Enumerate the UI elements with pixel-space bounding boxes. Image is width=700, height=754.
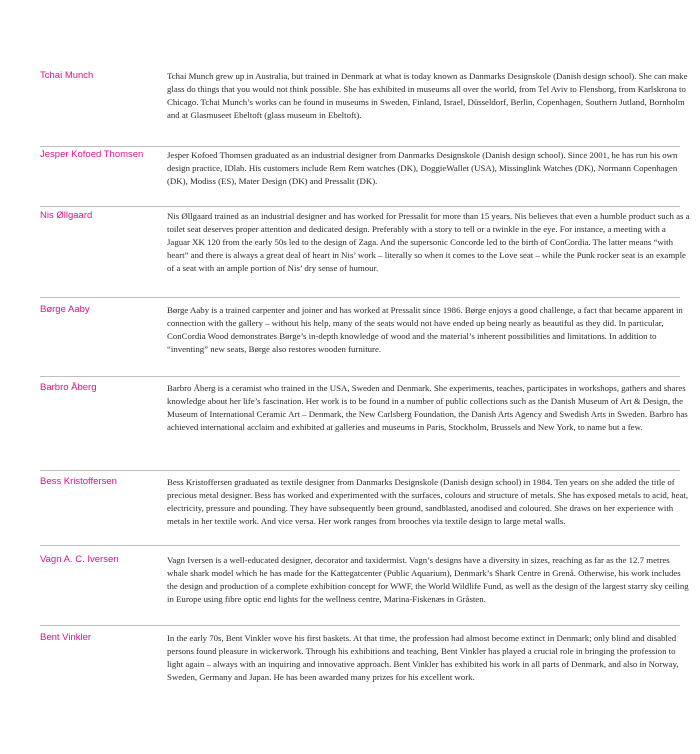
- designer-bio: Vagn Iversen is a well-educated designer, decorator and taxidermist. Vagn’s designs have a diversity in sizes, reaching as far as the 12.7 metres whale shark model which he has made for the Kattegatcenter (Public Aquarium), Denmark’s Shark Centre in Grenå. Otherwise, his work includes the design and production of a complete exhibition concept for WWF, the World Wildlife Fund, as well as the design of the largest starry sky ceiling in Europe using fibre optic end lights for the wellness centre, Marina-Fiskenæs in Gråsten.: [167, 555, 689, 604]
- designer-bio: Jesper Kofoed Thomsen graduated as an industrial designer from Danmarks Designskole (Danish design school). Since 2001, he has run his own design practice, IDlab. His customers include Rem Rem watches (DK), DoggieWallet (USA), Missinglink Watches (DK), Normann Copenhagen (DK), Modiss (ES), Mater Design (DK) and Pressalit (DK).: [167, 150, 678, 186]
- designer-name: Nis Øllgaard: [40, 210, 93, 221]
- designer-name: Bent Vinkler: [40, 632, 92, 643]
- bio-entry-bess-kristoffersen: [40, 476, 689, 546]
- bio-entry-tchai-munch: [40, 70, 688, 147]
- designer-bio: Nis Øllgaard trained as an industrial designer and has worked for Pressalit for more than 15 years. Nis believes that even a humble product such as a toilet seat deserves proper attention and dedicated design. Preferably with a story to tell or a twinkle in the eye. For instance, a meeting with a Jaguar XK 120 from the early 50s led to the design of Zaga. And the supersonic Concorde led to the birth of ConCordia. The latter means “with heart” and there is always a great deal of heart in Nis’ work – literally so when it comes to the Love seat – while the Punk rocker seat is an example of a seat with an ample portion of Nis’ dry sense of humour.: [167, 211, 690, 273]
- designer-name: Jesper Kofoed Thomsen: [40, 149, 144, 160]
- designer-bio: Tchai Munch grew up in Australia, but trained in Denmark at what is today known as Danmarks Designskole (Danish design school). She can make glass do things that you would not think possible. She has exhibited in museums all over the world, from Tel Aviv to Flensborg, from Karlskrona to Chicago. Tchai Munch’s works can be found in museums in Sweden, Finland, Israel, Düsseldorf, Berlin, Copenhagen, Southern Jutland, Bornholm and at Glasmuseet Ebeltoft (glass museum in Ebeltoft).: [167, 71, 688, 120]
- designer-name: Bess Kristoffersen: [40, 476, 117, 487]
- designer-bio: Barbro Åberg is a ceramist who trained in the USA, Sweden and Denmark. She experiments, teaches, participates in workshops, gathers and shares knowledge about her life’s fascination. Her work is to be found in a number of public collections such as the Danish Museum of Art & Design, the Museum of International Ceramic Art – Denmark, the New Carlsberg Foundation, the Danish Arts Agency and Swedish Arts in Sweden. Barbro has achieved international acclaim and exhibited at galleries and museums in Paris, Stockholm, Brussels and New York, to name but a few.: [167, 383, 688, 432]
- designer-name: Børge Aaby: [40, 304, 90, 315]
- bio-entry-barbro-aberg: [40, 382, 688, 471]
- designer-bio: Bess Kristoffersen graduated as textile designer from Danmarks Designskole (Danish design school) in 1984. Ten years on she added the title of precious metal designer. Bess has worked and experimented with the surfaces, colours and structure of metals. She has exposed metals to acid, heat, electricity, pressure and pounding. They have subsequently been ground, sandblasted, anodised and coloured. She draws on her experience with metals in her textile work. And vice versa. Her work ranges from brooches via textile design to large metal walls.: [167, 477, 689, 526]
- designer-bio: Børge Aaby is a trained carpenter and joiner and has worked at Pressalit since 1986. Børge enjoys a good challenge, a fact that became apparent in connection with the gallery – without his help, many of the seats would not have ended up being nearly as beautiful as they did. In particular, ConCordia Wood demonstrates Børge’s in-depth knowledge of wood and the material’s inherent possibilities and limitations. In addition to “inventing” new seats, Børge also restores wooden furniture.: [167, 305, 683, 354]
- designer-name: Tchai Munch: [40, 70, 94, 81]
- bio-entry-nis-ollgaard: [40, 210, 690, 298]
- bio-entry-borge-aaby: [40, 304, 683, 377]
- bio-entry-vagn-iversen: [40, 554, 689, 626]
- bio-entry-bent-vinkler: [40, 632, 680, 704]
- designer-bio: In the early 70s, Bent Vinkler wove his first baskets. At that time, the profession had almost become extinct in Denmark; only blind and disabled persons found pleasure in wickerwork. Through his exhibitions and teaching, Bent Vinkler has played a crucial role in bringing the profession to light again – always with an inquiring and innovative approach. Bent Vinkler has exhibited his work in all parts of Denmark, and also in Norway, Sweden, Germany and Japan. He has been awarded many prizes for his excellent work.: [167, 633, 679, 682]
- designer-name: Vagn A. C. Iversen: [40, 554, 119, 565]
- bio-entry-jesper-kofoed-thomsen: [40, 149, 680, 207]
- designer-name: Barbro Åberg: [40, 382, 97, 393]
